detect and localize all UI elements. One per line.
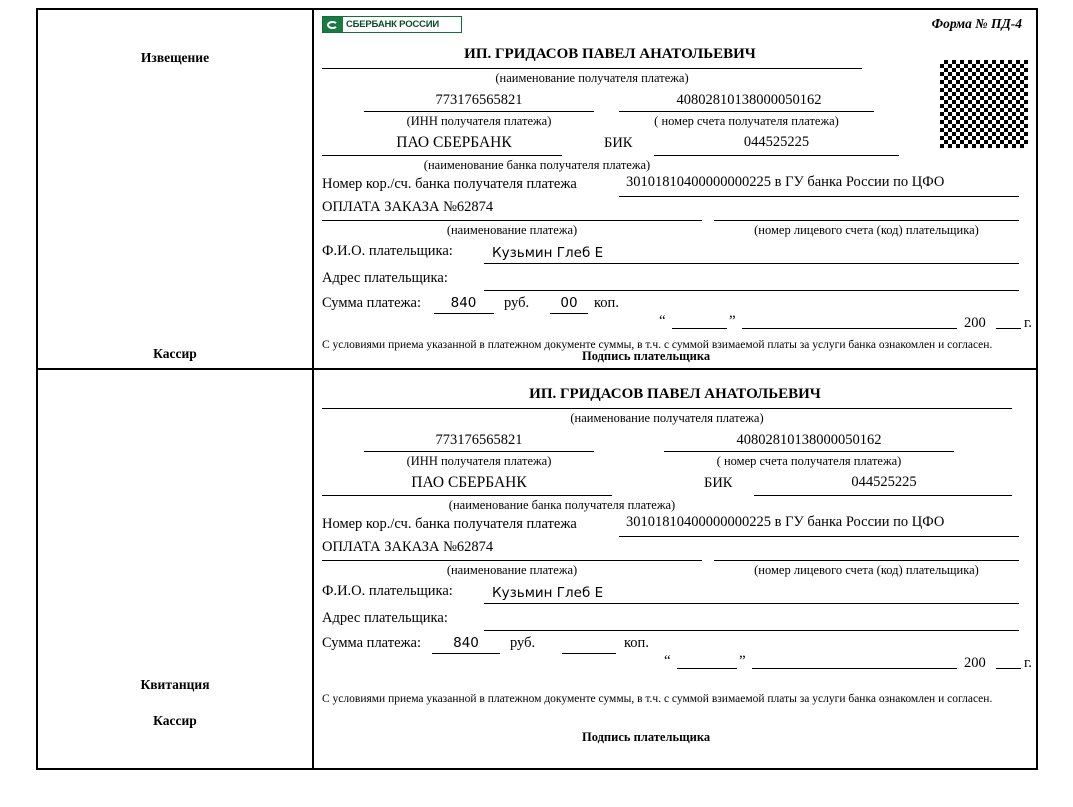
- receipt-corr-account-underline: [619, 536, 1019, 537]
- notice-left-column: [38, 10, 314, 368]
- payer-address-label: Адрес плательщика:: [322, 270, 448, 286]
- receipt-payment-purpose-value: ОПЛАТА ЗАКАЗА №62874: [322, 539, 494, 555]
- receipt-signature-label: Подпись плательщика: [582, 730, 711, 744]
- receipt-inn-value: 773176565821: [435, 432, 523, 448]
- receipt-sum-label: Сумма платежа:: [322, 635, 421, 651]
- receipt-account-underline: [664, 451, 954, 452]
- receipt-payer-name-label: Ф.И.О. плательщика:: [322, 583, 453, 599]
- personal-account-caption: (номер лицевого счета (код) плательщика): [754, 223, 979, 237]
- receipt-recipient-underline: [322, 408, 1012, 409]
- receipt-payer-name-underline: [484, 603, 1019, 604]
- receipt-account-value: 40802810138000050162: [736, 432, 882, 448]
- corr-account-label: Номер кор./сч. банка получателя платежа: [322, 176, 577, 192]
- payer-name-label: Ф.И.О. плательщика:: [322, 243, 453, 259]
- sberbank-logo-icon: [322, 16, 462, 33]
- recipient-underline: [322, 68, 862, 69]
- sum-kop-value: 00: [560, 295, 578, 311]
- payer-address-underline: [484, 290, 1019, 291]
- sum-rub-value: 840: [450, 295, 477, 311]
- personal-account-underline: [714, 220, 1019, 221]
- receipt-date-month-underline: [752, 668, 957, 669]
- form-number: Форма № ПД-4: [931, 16, 1022, 31]
- receipt-payer-address-label: Адрес плательщика:: [322, 610, 448, 626]
- corr-account-underline: [619, 196, 1019, 197]
- bik-underline: [654, 155, 899, 156]
- date-day-underline: [672, 328, 727, 329]
- receipt-account-caption: ( номер счета получателя платежа): [716, 454, 902, 468]
- rub-word: руб.: [504, 295, 530, 311]
- recipient-inn-value: 773176565821: [435, 92, 523, 108]
- receipt-inn-underline: [364, 451, 594, 452]
- sum-kop-underline: [550, 313, 588, 314]
- receipt-sum-rub-underline: [432, 653, 500, 654]
- kop-word: коп.: [594, 295, 619, 311]
- receipt-bik-underline: [754, 495, 1012, 496]
- recipient-account-caption: ( номер счета получателя платежа): [654, 114, 839, 128]
- receipt-recipient-caption: (наименование получателя платежа): [570, 411, 764, 425]
- receipt-recipient-name: ИП. ГРИДАСОВ ПАВЕЛ АНАТОЛЬЕВИЧ: [529, 386, 821, 402]
- payment-purpose-caption: (наименование платежа): [446, 223, 578, 237]
- receipt-payment-purpose-caption: (наименование платежа): [446, 563, 578, 577]
- recipient-account-value: 40802810138000050162: [676, 92, 822, 108]
- receipt-date-quote-open: “: [664, 653, 671, 669]
- inn-underline: [364, 111, 594, 112]
- receipt-inn-caption: (ИНН получателя платежа): [406, 454, 552, 468]
- receipt-year-underline: [996, 668, 1021, 669]
- sberbank-mark-icon: [323, 17, 343, 32]
- date-month-underline: [742, 328, 957, 329]
- receipt-payer-name-value: Кузьмин Глеб Е: [492, 585, 604, 601]
- payment-purpose-value: ОПЛАТА ЗАКАЗА №62874: [322, 199, 494, 215]
- receipt-side-label: Квитанция: [140, 677, 210, 692]
- sberbank-logo-text: СБЕРБАНК РОССИИ: [346, 19, 439, 30]
- receipt-bank-name-value: ПАО СБЕРБАНК: [411, 474, 527, 491]
- receipt-corr-account-label: Номер кор./сч. банка получателя платежа: [322, 516, 577, 532]
- notice-right-column: [314, 10, 1036, 368]
- recipient-inn-caption: (ИНН получателя платежа): [406, 114, 552, 128]
- receipt-year-suffix: г.: [1024, 655, 1032, 671]
- receipt-sum-kop-underline: [562, 653, 616, 654]
- payer-name-underline: [484, 263, 1019, 264]
- date-quote-close: ”: [729, 313, 736, 329]
- receipt-personal-account-caption: (номер лицевого счета (код) плательщика): [754, 563, 979, 577]
- receipt-cashier-label: Кассир: [153, 713, 197, 728]
- receipt-payment-purpose-underline: [322, 560, 702, 561]
- receipt-date-day-underline: [677, 668, 737, 669]
- receipt-bank-name-caption: (наименование банка получателя платежа): [448, 498, 676, 512]
- notice-side-label: Извещение: [140, 50, 210, 65]
- payment-purpose-underline: [322, 220, 702, 221]
- account-underline: [619, 111, 874, 112]
- year-suffix: г.: [1024, 315, 1032, 331]
- recipient-caption: (наименование получателя платежа): [495, 71, 689, 85]
- receipt-payer-address-underline: [484, 630, 1019, 631]
- bank-name-caption: (наименование банка получателя платежа): [423, 158, 651, 172]
- receipt-personal-account-underline: [714, 560, 1019, 561]
- signature-label: Подпись плательщика: [582, 349, 711, 363]
- sum-label: Сумма платежа:: [322, 295, 421, 311]
- receipt-bank-name-underline: [322, 495, 612, 496]
- bank-name-value: ПАО СБЕРБАНК: [396, 134, 512, 151]
- recipient-name: ИП. ГРИДАСОВ ПАВЕЛ АНАТОЛЬЕВИЧ: [464, 46, 756, 62]
- sum-rub-underline: [434, 313, 494, 314]
- bik-label: БИК: [604, 135, 633, 151]
- notice-cashier-label: Кассир: [153, 346, 197, 361]
- date-quote-open: “: [659, 313, 666, 329]
- conditions-text: С условиями приема указанной в платежном документе суммы, в т.ч. с суммой взимаемой платы за услуги банка ознакомлен и согласен.: [322, 339, 993, 351]
- receipt-bik-label: БИК: [704, 475, 733, 491]
- payment-form: [36, 8, 1038, 770]
- receipt-sum-rub-value: 840: [453, 635, 479, 651]
- bank-name-underline: [322, 155, 562, 156]
- year-prefix: 200: [964, 315, 986, 331]
- year-underline: [996, 328, 1021, 329]
- receipt-rub-word: руб.: [510, 635, 536, 651]
- receipt-kop-word: коп.: [624, 635, 649, 651]
- receipt-right-column: [314, 370, 1036, 768]
- receipt-conditions-text: С условиями приема указанной в платежном документе суммы, в т.ч. с суммой взимаемой платы за услуги банка ознакомлен и согласен.: [322, 693, 993, 705]
- receipt-section: [38, 370, 1036, 768]
- notice-section: [38, 10, 1036, 370]
- payer-name-value: Кузьмин Глеб Е: [492, 245, 604, 261]
- corr-account-value: 30101810400000000225 в ГУ банка России по ЦФО: [626, 174, 945, 190]
- bik-value: 044525225: [743, 134, 810, 150]
- receipt-year-prefix: 200: [964, 655, 986, 671]
- receipt-left-column: [38, 370, 314, 768]
- qr-code-icon: [940, 60, 1028, 148]
- receipt-date-quote-close: ”: [739, 653, 746, 669]
- receipt-bik-value: 044525225: [851, 474, 917, 490]
- receipt-corr-account-value: 30101810400000000225 в ГУ банка России по ЦФО: [626, 514, 945, 530]
